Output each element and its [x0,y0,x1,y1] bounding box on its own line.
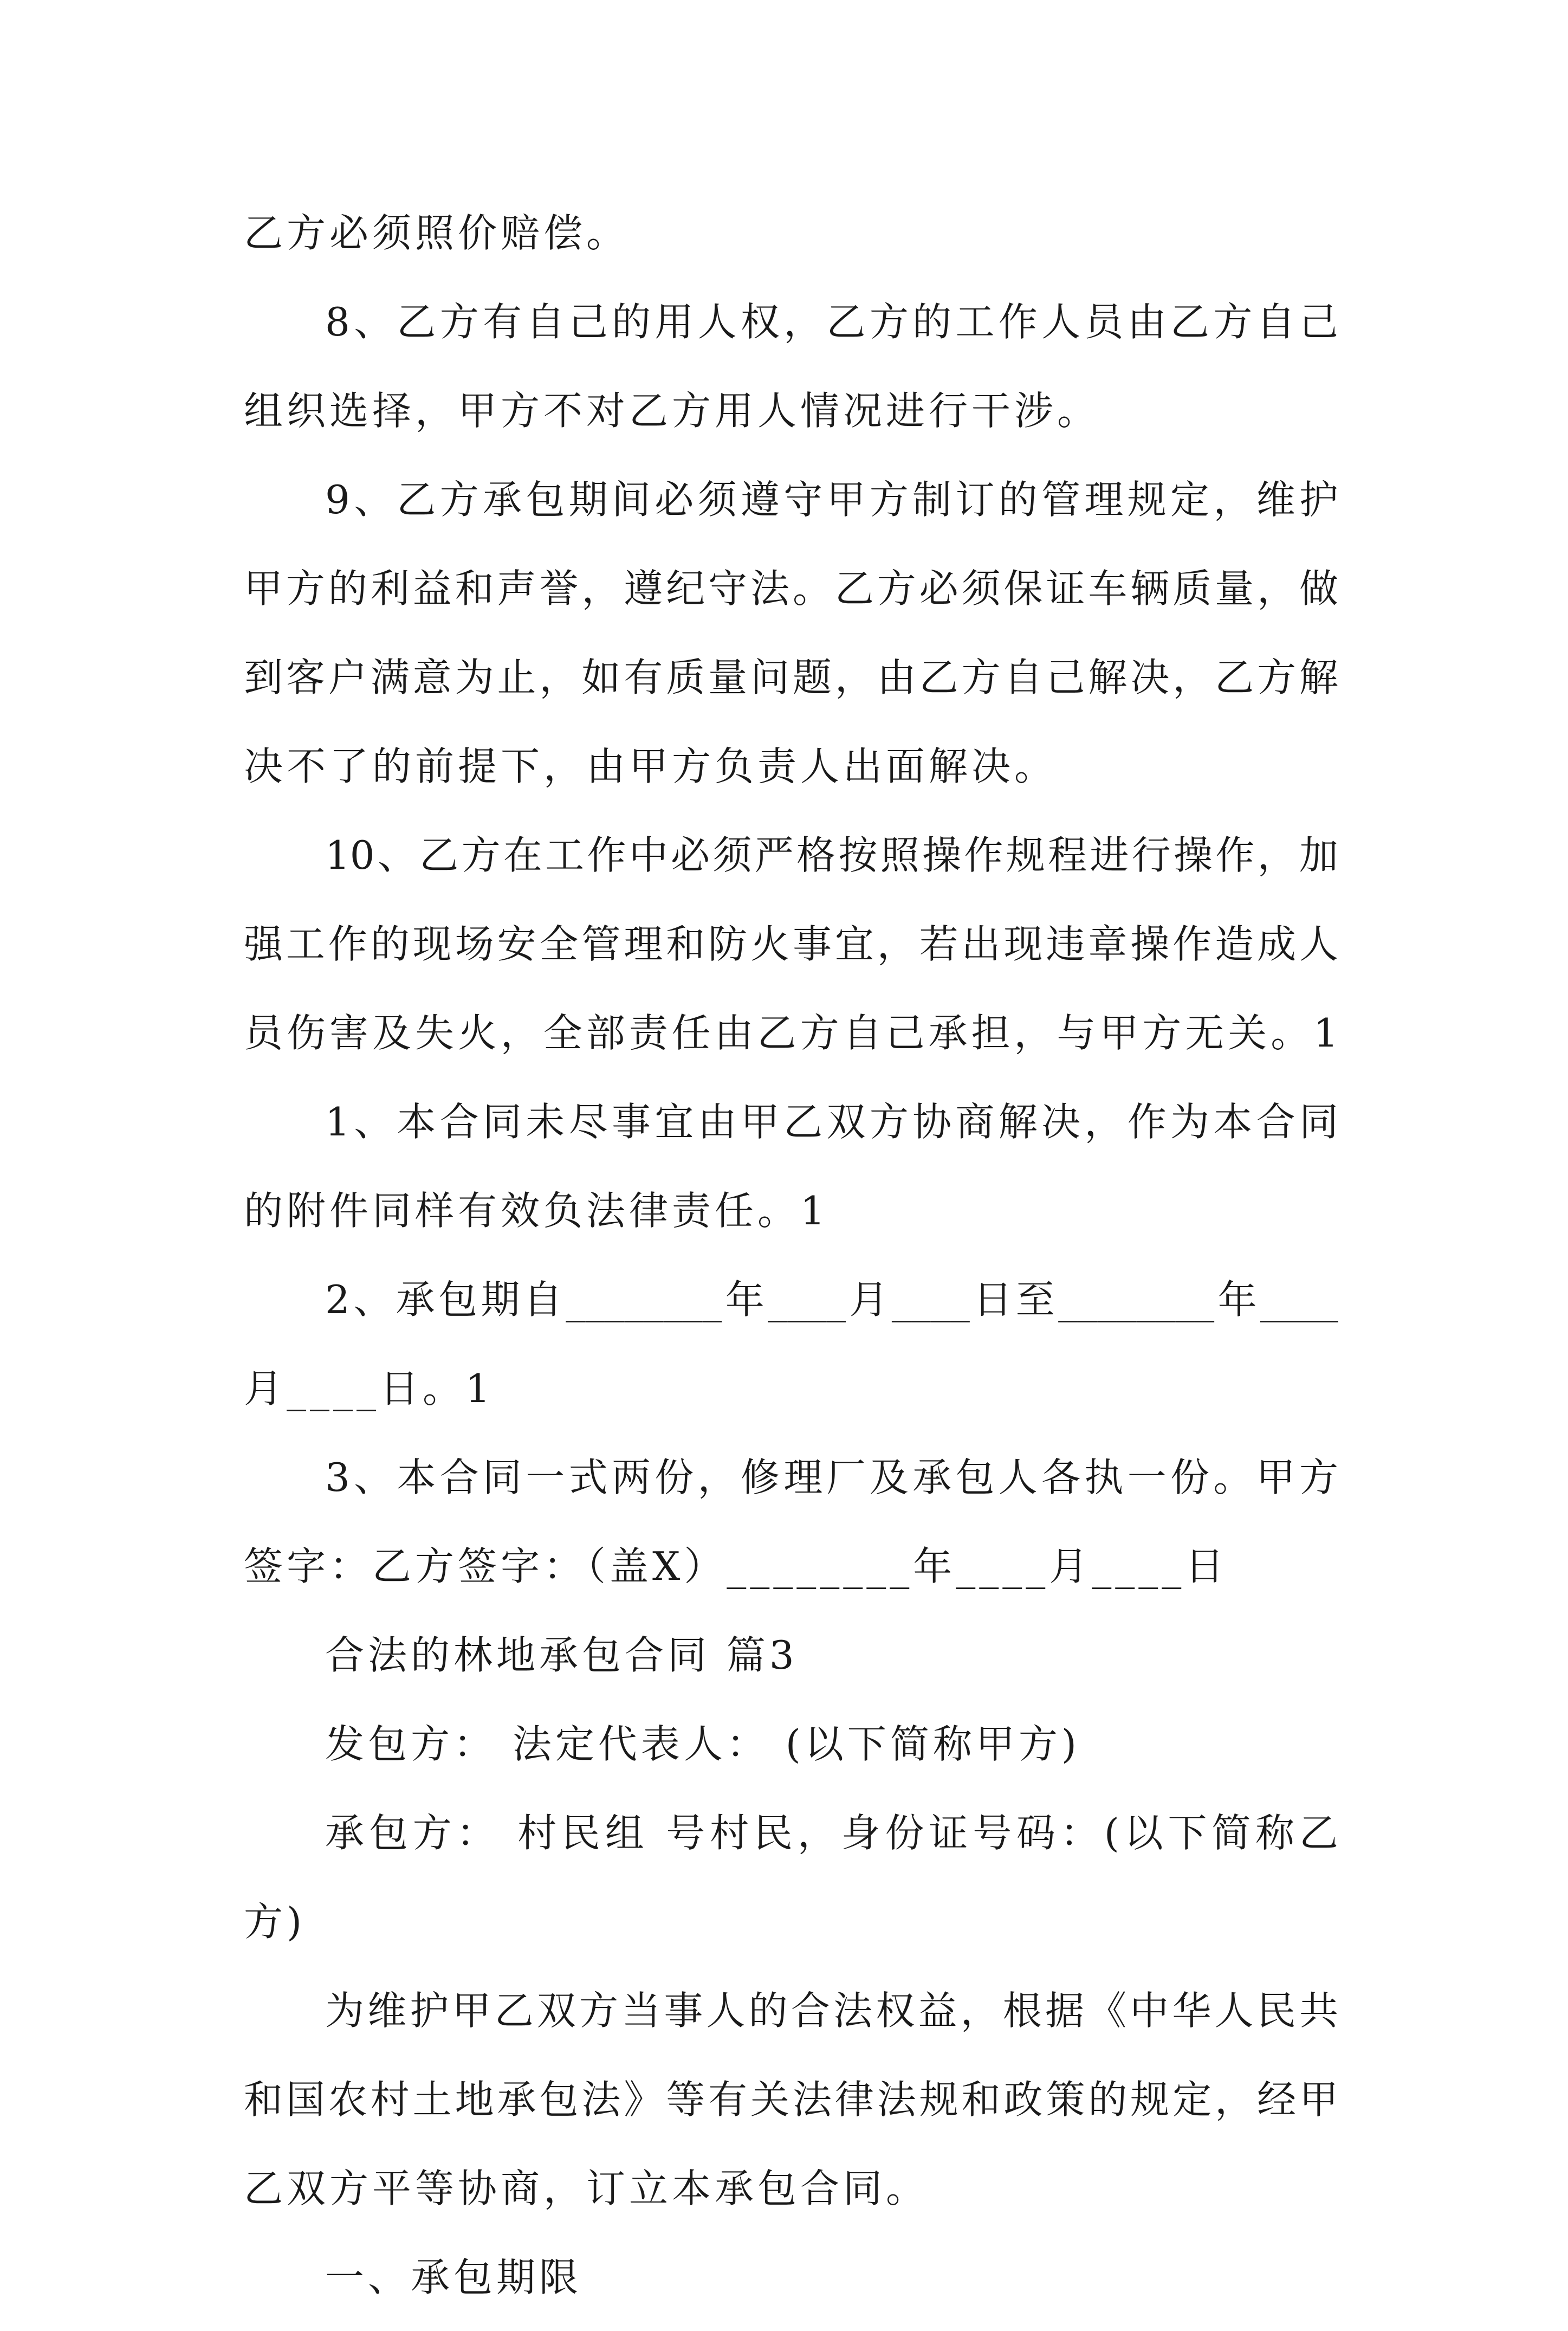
text-line: 合法的林地承包合同 篇3 [325,1632,798,1678]
text-line: 承包方： 村民组 号村民，身份证号码：(以下简称乙 [325,1810,1338,1856]
text-line: 员伤害及失火，全部责任由乙方自己承担，与甲方无关。1 [244,1010,1338,1056]
text-line: 为维护甲乙双方当事人的合法权益，根据《中华人民共 [325,1988,1338,2033]
text-line: 乙方必须照价赔偿。 [244,210,630,256]
text-line: 一、承包期限 [325,2255,582,2300]
text-line: 甲方的利益和声誉，遵纪守法。乙方必须保证车辆质量，做 [244,566,1338,611]
text-line: 月____日。1 [244,1366,494,1411]
text-line: 1、本合同未尽事宜由甲乙双方协商解决，作为本合同 [325,1099,1338,1145]
text-line: 方) [244,1899,306,1945]
text-line: 和国农村土地承包法》等有关法律法规和政策的规定，经甲 [244,2077,1338,2122]
text-line: 的附件同样有效负法律责任。1 [244,1188,829,1234]
text-line: 强工作的现场安全管理和防火事宜，若出现违章操作造成人 [244,921,1338,967]
document-body [244,198,1338,2331]
text-line: 10、乙方在工作中必须严格按照操作规程进行操作，加 [325,832,1338,878]
text-line: 组织选择，甲方不对乙方用人情况进行干涉。 [244,388,1100,434]
text-line: 9、乙方承包期间必须遵守甲方制订的管理规定，维护 [325,477,1338,522]
text-line: 2、承包期自________年____月____日至________年____ [325,1277,1338,1322]
text-line: 3、本合同一式两份，修理厂及承包人各执一份。甲方 [325,1455,1338,1500]
text-line: 决不了的前提下，由甲方负责人出面解决。 [244,744,1058,789]
text-line: 乙双方平等协商，订立本承包合同。 [244,2166,929,2211]
text-line: 签字：乙方签字：（盖X）________年____月____日 [244,1544,1228,1589]
text-line: 发包方： 法定代表人： (以下简称甲方) [325,1721,1080,1767]
text-line: 到客户满意为止，如有质量问题，由乙方自己解决，乙方解 [244,655,1338,700]
text-line: 8、乙方有自己的用人权，乙方的工作人员由乙方自己 [325,299,1338,345]
